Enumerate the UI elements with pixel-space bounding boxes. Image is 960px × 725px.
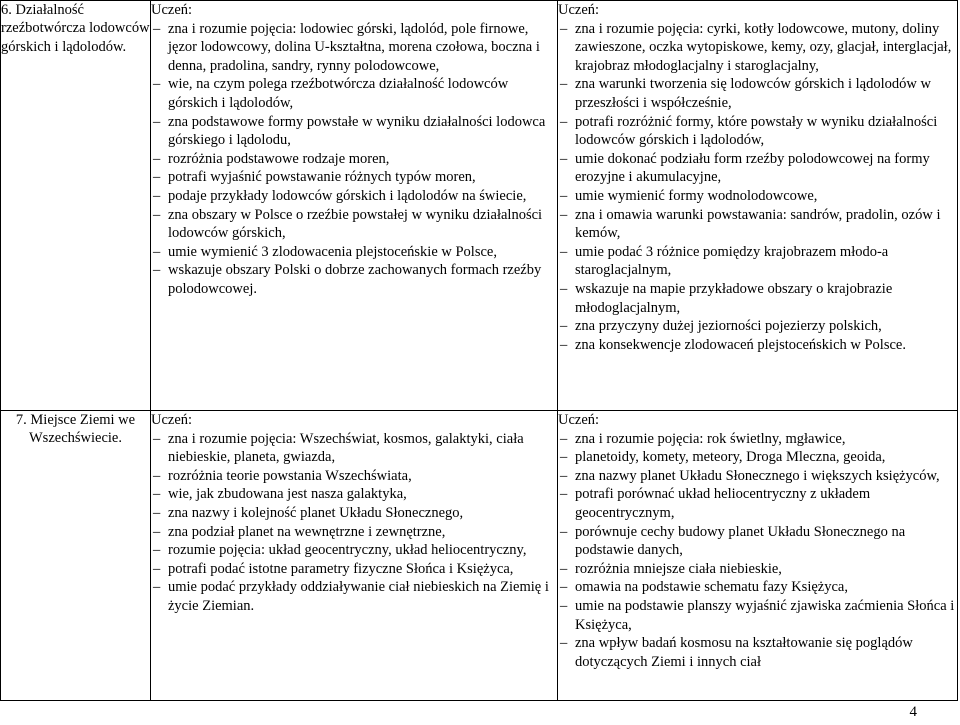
list-item: – porównuje cechy budowy planet Układu Słonecznego na podstawie danych, <box>558 523 957 560</box>
list-item: – wskazuje na mapie przykładowe obszary o krajobrazie młodoglacjalnym, <box>558 280 957 317</box>
topic-cell <box>1 1 151 411</box>
list-item: – zna podział planet na wewnętrzne i zewnętrzne, <box>151 523 557 542</box>
basic-requirements-cell <box>151 411 558 701</box>
table-row <box>1 1 958 411</box>
list-item: – potrafi rozróżnić formy, które powstały w wyniku działalności lodowców górskich i lądolodów, <box>558 113 957 150</box>
list-item: – zna i rozumie pojęcia: rok świetlny, mgławice, <box>558 430 957 449</box>
requirements-list <box>558 430 957 672</box>
student-header: Uczeń: <box>151 412 193 428</box>
requirements-list <box>558 20 957 355</box>
requirements-list <box>151 430 557 616</box>
list-item: – wskazuje obszary Polski o dobrze zachowanych formach rzeźby polodowcowej. <box>151 261 557 298</box>
list-item: – zna i omawia warunki powstawania: sandrów, pradolin, ozów i kemów, <box>558 206 957 243</box>
student-header: Uczeń: <box>558 2 600 18</box>
list-item: – zna obszary w Polsce o rzeźbie powstałej w wyniku działalności lodowców górskich, <box>151 206 557 243</box>
page-number: 4 <box>909 704 917 720</box>
student-header: Uczeń: <box>151 2 193 18</box>
list-item: – zna przyczyny dużej jeziorności pojezierzy polskich, <box>558 317 957 336</box>
list-item: – rozróżnia podstawowe rodzaje moren, <box>151 150 557 169</box>
topic-title: 6. Działalność rzeźbotwórcza lodowców górskich i lądolodów. <box>1 2 150 55</box>
list-item: – umie podać 3 różnice pomiędzy krajobrazem młodo-a staroglacjalnym, <box>558 243 957 280</box>
topic-cell <box>1 411 151 701</box>
list-item: – zna podstawowe formy powstałe w wyniku działalności lodowca górskiego i lądolodu, <box>151 113 557 150</box>
list-item: – omawia na podstawie schematu fazy Księżyca, <box>558 578 957 597</box>
list-item: – podaje przykłady lodowców górskich i lądolodów na świecie, <box>151 187 557 206</box>
list-item: – zna wpływ badań kosmosu na kształtowanie się poglądów dotyczących Ziemi i innych ciał <box>558 634 957 671</box>
list-item: – zna i rozumie pojęcia: cyrki, kotły lodowcowe, mutony, doliny zawieszone, oczka wytopiskowe, kemy, ozy, glacjał, interglacjał, krajobraz młodoglacjalny i staroglacjalny, <box>558 20 957 76</box>
basic-requirements-cell <box>151 1 558 411</box>
list-item: – zna i rozumie pojęcia: Wszechświat, kosmos, galaktyki, ciała niebieskie, planeta, gwiazda, <box>151 430 557 467</box>
list-item: – potrafi porównać układ heliocentryczny z układem geocentrycznym, <box>558 485 957 522</box>
table-row <box>1 411 958 701</box>
list-item: – wie, jak zbudowana jest nasza galaktyka, <box>151 485 557 504</box>
topic-title: 7. Miejsce Ziemi we Wszechświecie. <box>15 412 136 447</box>
list-item: – umie dokonać podziału form rzeźby polodowcowej na formy erozyjne i akumulacyjne, <box>558 150 957 187</box>
list-item: – zna i rozumie pojęcia: lodowiec górski, lądolód, pole firnowe, jęzor lodowcowy, dolina U-kształtna, morena czołowa, boczna i denna, pradolina, sandry, rynny polodowcowe, <box>151 20 557 76</box>
list-item: – zna nazwy planet Układu Słonecznego i większych księżyców, <box>558 467 957 486</box>
list-item: – umie podać przykłady oddziaływanie ciał niebieskich na Ziemię i życie Ziemian. <box>151 578 557 615</box>
list-item: – rozróżnia mniejsze ciała niebieskie, <box>558 560 957 579</box>
student-header: Uczeń: <box>558 412 600 428</box>
list-item: – potrafi wyjaśnić powstawanie różnych typów moren, <box>151 168 557 187</box>
extended-requirements-cell <box>558 411 958 701</box>
list-item: – rozumie pojęcia: układ geocentryczny, układ heliocentryczny, <box>151 541 557 560</box>
list-item: – rozróżnia teorie powstania Wszechświata, <box>151 467 557 486</box>
list-item: – umie wymienić formy wodnolodowcowe, <box>558 187 957 206</box>
list-item: – umie wymienić 3 zlodowacenia plejstoceńskie w Polsce, <box>151 243 557 262</box>
list-item: – wie, na czym polega rzeźbotwórcza działalność lodowców górskich i lądolodów, <box>151 75 557 112</box>
requirements-list <box>151 20 557 299</box>
list-item: – zna konsekwencje zlodowaceń plejstoceńskich w Polsce. <box>558 336 957 355</box>
list-item: – zna nazwy i kolejność planet Układu Słonecznego, <box>151 504 557 523</box>
list-item: – potrafi podać istotne parametry fizyczne Słońca i Księżyca, <box>151 560 557 579</box>
list-item: – umie na podstawie planszy wyjaśnić zjawiska zaćmienia Słońca i Księżyca, <box>558 597 957 634</box>
list-item: – zna warunki tworzenia się lodowców górskich i lądolodów w przeszłości i współcześnie, <box>558 75 957 112</box>
extended-requirements-cell <box>558 1 958 411</box>
list-item: – planetoidy, komety, meteory, Droga Mleczna, geoida, <box>558 448 957 467</box>
